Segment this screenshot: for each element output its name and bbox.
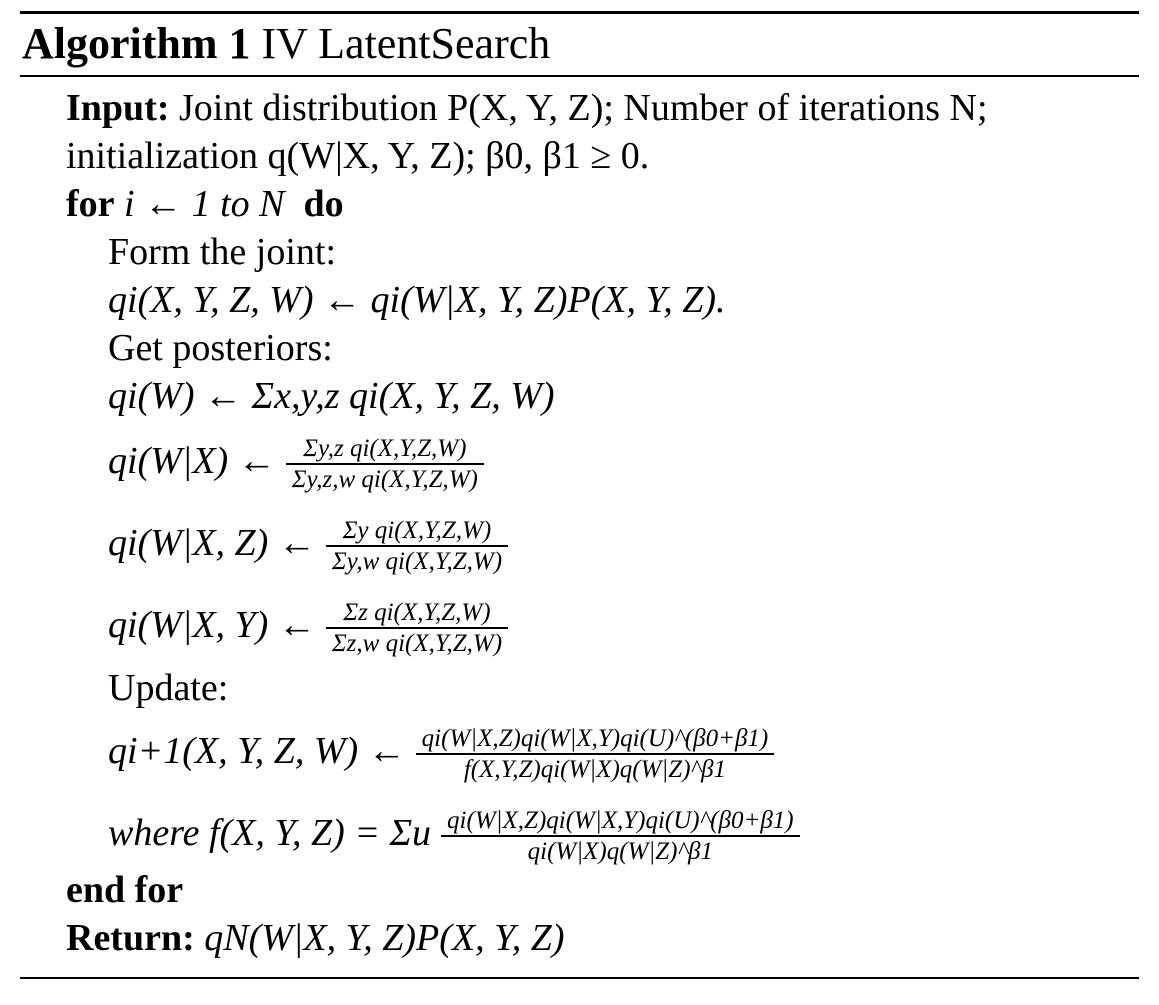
top-rule <box>20 11 1139 14</box>
end-for-keyword: end for <box>66 869 184 911</box>
posterior-w-given-xy <box>108 596 508 658</box>
fraction-numerator: Σy,z qi(X,Y,Z,W) <box>303 435 467 463</box>
fraction-numerator: qi(W|X,Z)qi(W|X,Y)qi(U)^(β0+β1) <box>447 807 794 835</box>
for-expression: i ← 1 to N <box>124 183 285 225</box>
for-line <box>66 182 344 226</box>
where-equation <box>108 804 800 866</box>
input-line-2 <box>66 134 649 178</box>
input-text-1: Joint distribution P(X, Y, Z); Number of iterations N; <box>179 87 988 129</box>
for-keyword: for <box>66 183 115 225</box>
input-keyword: Input: <box>66 87 170 129</box>
fraction-denominator: Σz,w qi(X,Y,Z,W) <box>326 627 508 658</box>
do-keyword: do <box>303 183 344 225</box>
update-fraction <box>416 724 775 784</box>
posterior-w-given-xz-lhs: qi(W|X, Z) ← <box>108 522 316 564</box>
bottom-rule <box>20 977 1139 979</box>
algorithm-label: Algorithm 1 <box>22 19 251 68</box>
update-lhs: qi+1(X, Y, Z, W) ← <box>108 730 406 772</box>
fraction-denominator: f(X,Y,Z)qi(W|X)q(W|Z)^β1 <box>416 753 775 784</box>
where-lhs: where f(X, Y, Z) = Σu <box>108 812 432 854</box>
fraction-denominator: Σy,w qi(X,Y,Z,W) <box>326 545 508 576</box>
fraction-numerator: Σz qi(X,Y,Z,W) <box>343 599 491 627</box>
fraction-denominator: Σy,z,w qi(X,Y,Z,W) <box>286 463 484 494</box>
posterior-w-given-x-lhs: qi(W|X) ← <box>108 440 276 482</box>
where-fraction <box>441 806 800 866</box>
form-joint-label: Form the joint: <box>108 231 336 273</box>
posterior-w-equation: qi(W) ← Σx,y,z qi(X, Y, Z, W) <box>108 375 555 417</box>
return-line <box>66 916 565 960</box>
fraction-denominator: qi(W|X)q(W|Z)^β1 <box>441 835 800 866</box>
algorithm-title <box>22 16 550 72</box>
posterior-w-given-x <box>108 432 484 494</box>
posterior-w-given-xy-lhs: qi(W|X, Y) ← <box>108 604 316 646</box>
update-label: Update: <box>108 667 229 709</box>
form-joint-equation: qi(X, Y, Z, W) ← qi(W|X, Y, Z)P(X, Y, Z). <box>108 279 726 321</box>
posterior-w-given-xy-fraction <box>326 598 508 658</box>
input-text-2: initialization q(W|X, Y, Z); β0, β1 ≥ 0. <box>66 135 650 177</box>
posteriors-label: Get posteriors: <box>108 327 333 369</box>
posterior-w-given-x-fraction <box>286 434 484 494</box>
return-keyword: Return: <box>66 917 195 959</box>
fraction-numerator: Σy qi(X,Y,Z,W) <box>342 517 492 545</box>
header-rule <box>20 75 1139 77</box>
update-equation <box>108 722 774 784</box>
algorithm-name: IV LatentSearch <box>261 19 551 68</box>
fraction-numerator: qi(W|X,Z)qi(W|X,Y)qi(U)^(β0+β1) <box>421 725 769 753</box>
posterior-w-given-xz-fraction <box>326 516 508 576</box>
input-line-1 <box>66 86 988 130</box>
return-expression: qN(W|X, Y, Z)P(X, Y, Z) <box>204 917 565 959</box>
posterior-w-given-xz <box>108 514 508 576</box>
